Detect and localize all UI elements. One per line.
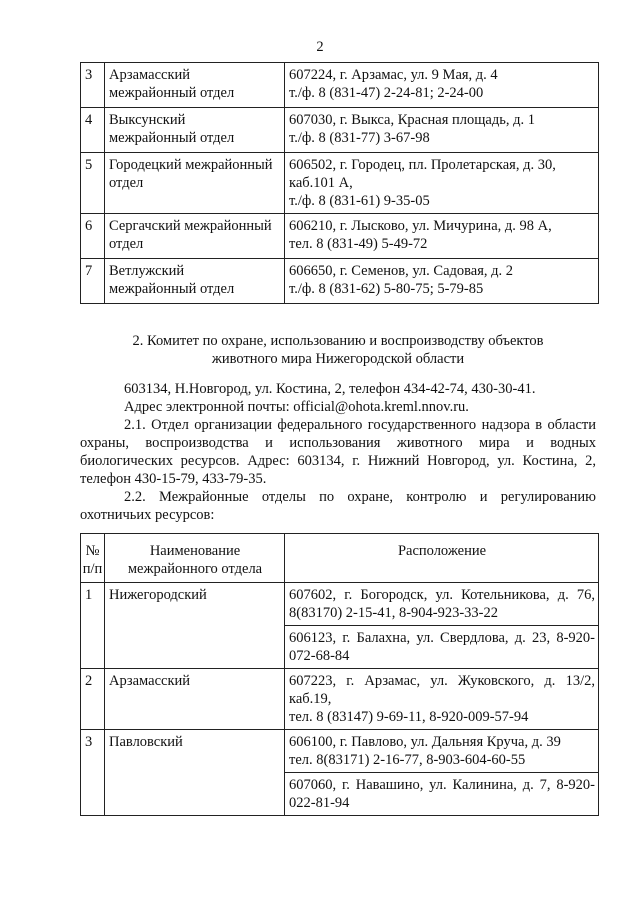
department-address: 607030, г. Выкса, Красная площадь, д. 1 т./ф. 8 (831-77) 3-67-98: [285, 108, 599, 153]
department-address: 606650, г. Семенов, ул. Садовая, д. 2 т./ф. 8 (831-62) 5-80-75; 5-79-85: [285, 259, 599, 304]
table-row: [81, 153, 599, 214]
table-row: [81, 259, 599, 304]
department-name: Сергачский межрайонный отдел: [105, 214, 285, 259]
table-row: [81, 108, 599, 153]
row-number: 6: [81, 214, 105, 259]
row-number: 5: [81, 153, 105, 214]
table-row: [81, 730, 599, 773]
departments-table-continued: [80, 62, 599, 304]
department-address: 606100, г. Павлово, ул. Дальняя Круча, д. 39 тел. 8(83171) 2-16-77, 8-903-604-60-55: [285, 730, 599, 773]
section-heading: 2. Комитет по охране, использованию и воспроизводству объектов животного мира Нижегородской области: [132, 333, 544, 367]
row-number: 1: [81, 583, 105, 669]
department-name: Арзамасский: [105, 669, 285, 730]
department-address: 607224, г. Арзамас, ул. 9 Мая, д. 4 т./ф. 8 (831-47) 2-24-81; 2-24-00: [285, 63, 599, 108]
header-location: Расположение: [285, 534, 599, 583]
row-number: 2: [81, 669, 105, 730]
department-address: 607223, г. Арзамас, ул. Жуковского, д. 13/2, каб.19, тел. 8 (83147) 9-69-11, 8-920-009-57-94: [285, 669, 599, 730]
paragraph-2-2: 2.2. Межрайонные отделы по охране, контролю и регулированию охотничьих ресурсов:: [80, 489, 596, 523]
department-name: Арзамасский межрайонный отдел: [105, 63, 285, 108]
table-row: [81, 63, 599, 108]
committee-email: Адрес электронной почты: official@ohota.kreml.nnov.ru.: [124, 399, 469, 415]
department-name: Выксунский межрайонный отдел: [105, 108, 285, 153]
department-address: 606502, г. Городец, пл. Пролетарская, д. 30, каб.101 А, т./ф. 8 (831-61) 9-35-05: [285, 153, 599, 214]
committee-address: 603134, Н.Новгород, ул. Костина, 2, телефон 434-42-74, 430-30-41.: [124, 381, 536, 397]
department-address: 606123, г. Балахна, ул. Свердлова, д. 23, 8-920-072-68-84: [285, 626, 599, 669]
row-number: 3: [81, 730, 105, 816]
department-address: 607060, г. Навашино, ул. Калинина, д. 7, 8-920-022-81-94: [285, 773, 599, 816]
row-number: 4: [81, 108, 105, 153]
department-name: Ветлужский межрайонный отдел: [105, 259, 285, 304]
department-name: Городецкий межрайонный отдел: [105, 153, 285, 214]
header-name: Наименование межрайонного отдела: [105, 534, 285, 583]
hunting-departments-table: [80, 533, 599, 816]
header-number: № п/п: [81, 534, 105, 583]
department-name: Нижегородский: [105, 583, 285, 669]
table-row: [81, 669, 599, 730]
department-address: 606210, г. Лысково, ул. Мичурина, д. 98 А, тел. 8 (831-49) 5-49-72: [285, 214, 599, 259]
paragraph-2-1: 2.1. Отдел организации федерального государственного надзора в области охраны, воспроизводства и использования животного мира и водных биологических ресурсов. Адрес: 603134, г. Нижний Новгород, ул. Костина, 2, телефон 430-15-79, 433-79-35.: [80, 417, 596, 487]
table-header-row: [81, 534, 599, 583]
page-number: 2: [316, 39, 324, 55]
row-number: 7: [81, 259, 105, 304]
section-body: [80, 380, 596, 524]
department-address: 607602, г. Богородск, ул. Котельникова, д. 76, 8(83170) 2-15-41, 8-904-923-33-22: [285, 583, 599, 626]
row-number: 3: [81, 63, 105, 108]
table-row: [81, 214, 599, 259]
department-name: Павловский: [105, 730, 285, 816]
table-row: [81, 583, 599, 626]
